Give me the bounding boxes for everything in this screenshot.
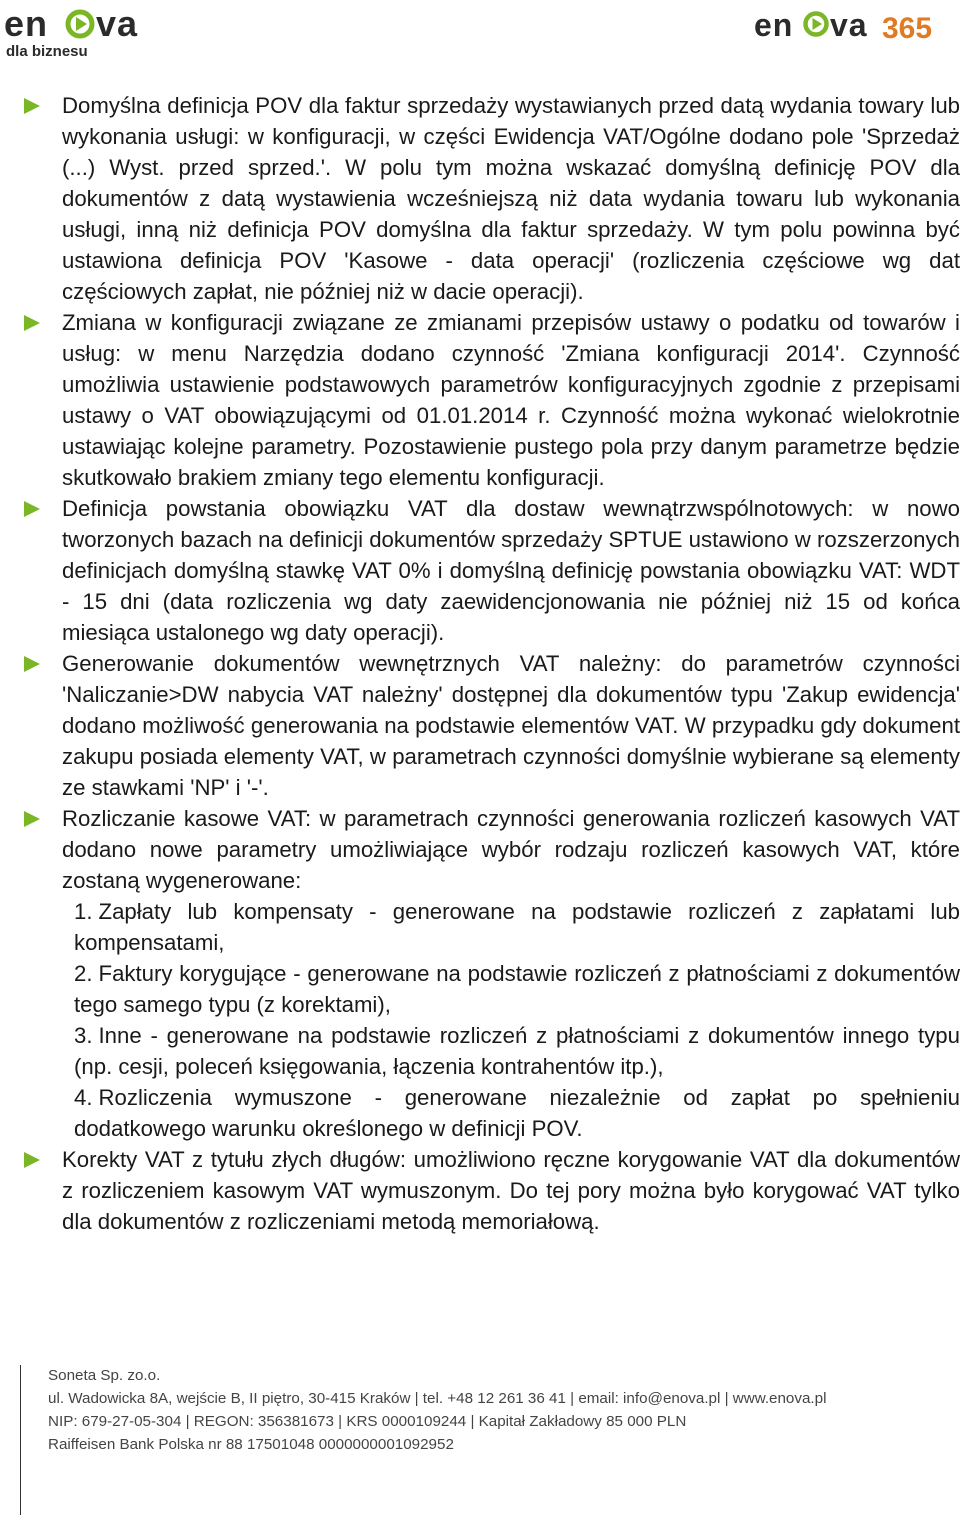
footer — [48, 1364, 948, 1456]
enova-logo — [4, 6, 154, 58]
list-item — [24, 1144, 960, 1237]
bullet-arrow-icon — [24, 811, 40, 827]
sub-list-item — [74, 958, 960, 1020]
list-item — [24, 648, 960, 803]
list-item — [24, 493, 960, 648]
sub-item-text: Inne - generowane na podstawie rozliczeń z płatnościami z dokumentów innego typu (np. cesji, poleceń księgowania, łączenia kontrahentów itp.), — [74, 1023, 960, 1079]
logo-right-text-part1: en — [754, 7, 794, 43]
bullet-arrow-icon — [24, 501, 40, 517]
bullet-arrow-icon — [24, 315, 40, 331]
sub-item-number: 3. — [74, 1023, 93, 1048]
list-item-text: Generowanie dokumentów wewnętrznych VAT należny: do parametrów czynności 'Naliczanie>DW nabycia VAT należny' dostępnej dla dokumentów typu 'Zakup ewidencja' dodano możliwość generowania na podstawie elementów VAT. W przypadku gdy dokument zakupu posiada elementy VAT, w parametrach czynności domyślnie wybierane są elementy ze stawkami 'NP' i '-'. — [62, 651, 960, 800]
sub-item-text: Zapłaty lub kompensaty - generowane na podstawie rozliczeń z zapłatami lub kompensatami, — [74, 899, 960, 955]
logo-right-suffix: 365 — [882, 12, 933, 45]
bullet-arrow-icon — [24, 98, 40, 114]
sub-list-item — [74, 1082, 960, 1144]
list-item-text: Rozliczanie kasowe VAT: w parametrach czynności generowania rozliczeń kasowych VAT dodano nowe parametry umożliwiające wybór rodzaju rozliczeń kasowych VAT, które zostaną wygenerowane: — [62, 806, 960, 893]
logo-left-text-part1: en — [4, 6, 49, 44]
logo-left-play-icon — [76, 17, 87, 31]
footer-address: ul. Wadowicka 8A, wejście B, II piętro, 30-415 Kraków | tel. +48 12 261 36 41 | email: info@enova.pl | www.enova.pl — [48, 1390, 827, 1407]
footer-divider — [20, 1365, 21, 1515]
sub-list-item — [74, 1020, 960, 1082]
list-item — [24, 90, 960, 307]
list-item — [24, 803, 960, 1144]
footer-company: Soneta Sp. zo.o. — [48, 1367, 161, 1384]
sub-item-number: 4. — [74, 1085, 93, 1110]
list-item-text: Korekty VAT z tytułu złych długów: umożliwiono ręczne korygowanie VAT dla dokumentów z rozliczeniem kasowym VAT wymuszonym. Do tej pory można było korygować VAT tylko dla dokumentów z rozliczeniami metodą memoriałową. — [62, 1147, 960, 1234]
list-item-text: Zmiana w konfiguracji związane ze zmianami przepisów ustawy o podatku od towarów i usług: w menu Narzędzia dodano czynność 'Zmiana konfiguracji 2014'. Czynność umożliwia ustawienie podstawowych parametrów konfiguracyjnych zgodnie z przepisami ustawy o VAT obowiązującymi od 01.01.2014 r. Czynność można wykonać wielokrotnie ustawiając kolejne parametry. Pozostawienie pustego pola przy danym parametrze będzie skutkowało brakiem zmiany tego elementu konfiguracji. — [62, 310, 960, 490]
footer-bank: Raiffeisen Bank Polska nr 88 17501048 0000000001092952 — [48, 1436, 454, 1453]
main-content — [24, 90, 960, 1237]
bullet-arrow-icon — [24, 1152, 40, 1168]
sub-list-item — [74, 896, 960, 958]
list-item-text: Domyślna definicja POV dla faktur sprzedaży wystawianych przed datą wydania towary lub wykonania usługi: w konfiguracji, w części Ewidencja VAT/Ogólne dodano pole 'Sprzedaż (...) Wyst. przed sprzed.'. W polu tym można wskazać domyślną definicję POV dla dokumentów z datą wystawienia wcześniejszą niż data wydania towaru lub wykonania usługi, inną niż definicja POV domyślna dla faktur sprzedaży. W tym polu powinna być ustawiona definicja POV 'Kasowe - data operacji' (rozliczenia częściowe wg dat częściowych zapłat, nie później niż w dacie operacji). — [62, 93, 960, 304]
logo-right-text-part2: va — [830, 7, 868, 43]
list-item — [24, 307, 960, 493]
bullet-arrow-icon — [24, 656, 40, 672]
logo-left-subtitle: dla biznesu — [6, 43, 88, 58]
sub-list — [62, 896, 960, 1144]
sub-item-number: 1. — [74, 899, 93, 924]
sub-item-text: Rozliczenia wymuszone - generowane niezależnie od zapłat po spełnieniu dodatkowego warunku określonego w definicji POV. — [74, 1085, 960, 1141]
list-item-text: Definicja powstania obowiązku VAT dla dostaw wewnątrzwspólnotowych: w nowo tworzonych bazach na definicji dokumentów sprzedaży SPTUE ustawiono w rozszerzonych definicjach domyślną stawkę VAT 0% i domyślną definicję powstania obowiązku VAT: WDT - 15 dni (data rozliczenia wg daty zaewidencjonowania nie później niż 15 od końca miesiąca ustalonego wg daty operacji). — [62, 496, 960, 645]
enova365-logo — [754, 6, 954, 46]
changelog-list — [24, 90, 960, 1237]
footer-registry: NIP: 679-27-05-304 | REGON: 356381673 | KRS 0000109244 | Kapitał Zakładowy 85 000 PLN — [48, 1413, 687, 1430]
logo-right-play-icon — [813, 18, 823, 30]
sub-item-text: Faktury korygujące - generowane na podstawie rozliczeń z płatnościami z dokumentów tego samego typu (z korektami), — [74, 961, 960, 1017]
sub-item-number: 2. — [74, 961, 93, 986]
logo-left-text-part2: va — [96, 6, 139, 44]
